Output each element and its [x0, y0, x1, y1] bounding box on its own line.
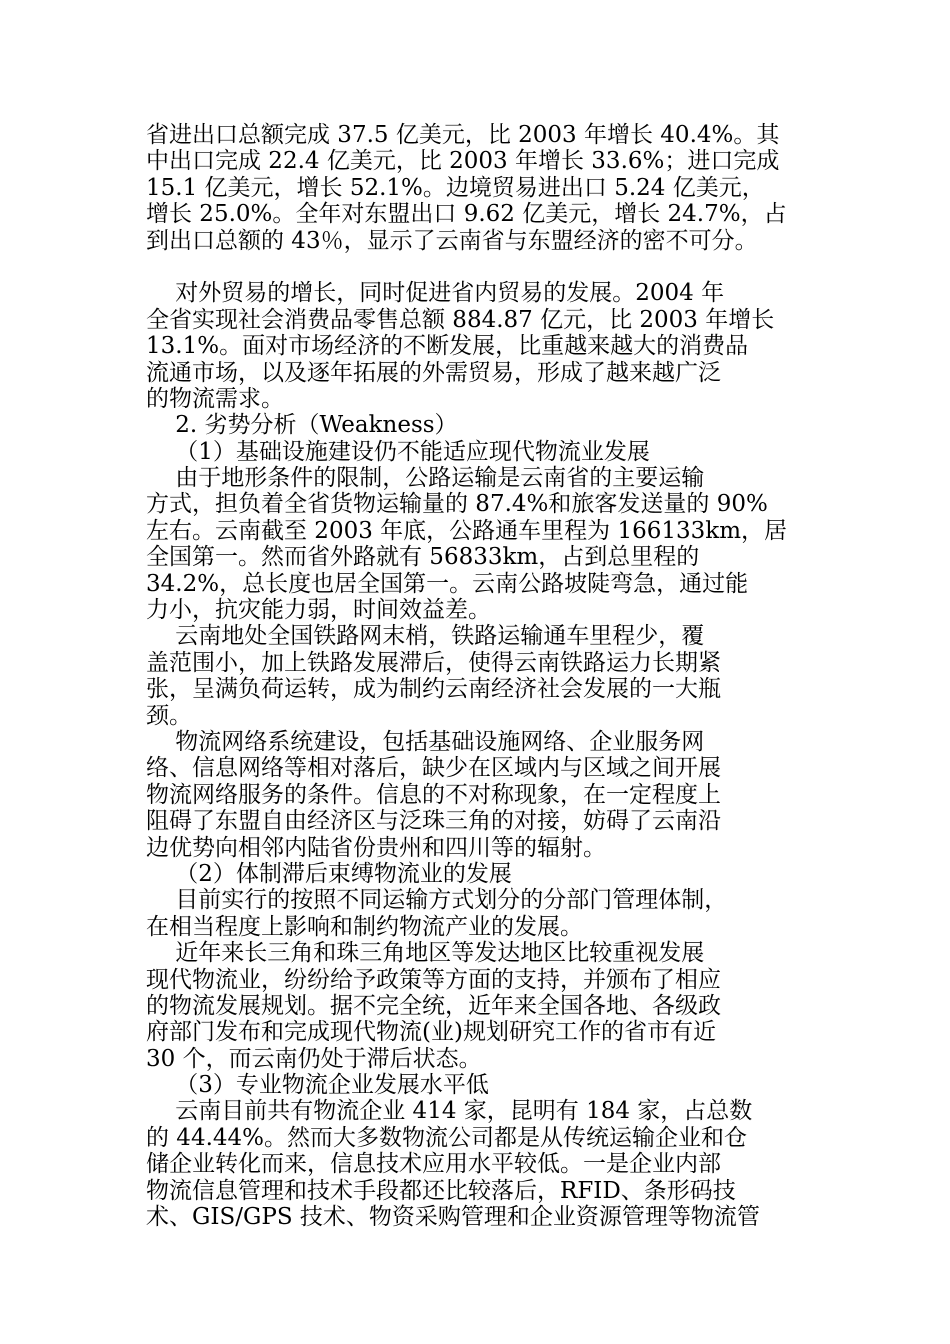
text-line: 增长 25.0%。全年对东盟出口 9.62 亿美元，增长 24.7%，占: [146, 201, 787, 228]
text-line: 近年来长三角和珠三角地区等发达地区比较重视发展: [146, 940, 705, 967]
text-line: 络、信息网络等相对落后，缺少在区域内与区域之间开展: [146, 755, 721, 782]
text-line: （1）基础设施建设仍不能适应现代物流业发展: [146, 438, 650, 465]
text-line: （2）体制滞后束缚物流业的发展: [146, 860, 512, 887]
text-line: 13.1%。面对市场经济的不断发展，比重越来越大的消费品: [146, 333, 749, 360]
text-line: 物流网络服务的条件。信息的不对称现象，在一定程度上: [146, 781, 721, 808]
text-line: 省进出口总额完成 37.5 亿美元，比 2003 年增长 40.4%。其: [146, 122, 780, 148]
document-body: [146, 122, 810, 1230]
text-line: 到出口总额的 43％，显示了云南省与东盟经济的密不可分。: [146, 227, 758, 254]
text-line: （3）专业物流企业发展水平低: [146, 1072, 489, 1099]
text-line: 目前实行的按照不同运输方式划分的分部门管理体制，: [146, 887, 728, 914]
text-line: 30 个，而云南仍处于滞后状态。: [146, 1045, 482, 1072]
text-line: 力小，抗灾能力弱，时间效益差。: [146, 597, 491, 624]
text-line: 流通市场，以及逐年拓展的外需贸易，形成了越来越广泛: [146, 359, 721, 386]
text-line: 方式，担负着全省货物运输量的 87.4%和旅客发送量的 90%: [146, 491, 768, 518]
paragraph-gap: [146, 254, 810, 280]
text-line: 储企业转化而来，信息技术应用水平较低。一是企业内部: [146, 1151, 721, 1178]
text-line: 边优势向相邻内陆省份贵州和四川等的辐射。: [146, 834, 606, 861]
text-line: 中出口完成 22.4 亿美元，比 2003 年增长 33.6%；进口完成: [146, 148, 780, 175]
text-line: 阻碍了东盟自由经济区与泛珠三角的对接，妨碍了云南沿: [146, 808, 721, 835]
text-line: 对外贸易的增长，同时促进省内贸易的发展。2004 年: [146, 280, 725, 307]
text-line: 2. 劣势分析（Weakness）: [146, 412, 458, 439]
text-line: 术、GIS/GPS 技术、物资采购管理和企业资源管理等物流管: [146, 1204, 760, 1231]
text-line: 由于地形条件的限制，公路运输是云南省的主要运输: [146, 465, 705, 492]
text-line: 15.1 亿美元，增长 52.1%。边境贸易进出口 5.24 亿美元，: [146, 174, 765, 201]
text-line: 现代物流业，纷纷给予政策等方面的支持，并颁布了相应: [146, 966, 721, 993]
text-line: 全省实现社会消费品零售总额 884.87 亿元，比 2003 年增长: [146, 306, 775, 333]
text-line: 在相当程度上影响和制约物流产业的发展。: [146, 913, 583, 940]
text-line: 物流网络系统建设，包括基础设施网络、企业服务网: [146, 728, 705, 755]
text-line: 的 44.44%。然而大多数物流公司都是从传统运输企业和仓: [146, 1124, 748, 1151]
text-line: 云南地处全国铁路网末梢，铁路运输通车里程少，覆: [146, 623, 705, 650]
text-line: 物流信息管理和技术手段都还比较落后，RFID、条形码技: [146, 1177, 736, 1204]
text-line: 34.2%，总长度也居全国第一。云南公路坡陡弯急，通过能: [146, 570, 749, 597]
text-line: 府部门发布和完成现代物流(业)规划研究工作的省市有近: [146, 1019, 716, 1046]
text-line: 盖范围小，加上铁路发展滞后，使得云南铁路运力长期紧: [146, 649, 721, 676]
text-line: 的物流需求。: [146, 385, 284, 412]
text-line: 左右。云南截至 2003 年底，公路通车里程为 166133km，居: [146, 517, 788, 544]
text-line: 云南目前共有物流企业 414 家，昆明有 184 家，占总数: [146, 1098, 753, 1125]
text-line: 颈。: [146, 702, 192, 729]
text-line: 全国第一。然而省外路就有 56833km，占到总里程的: [146, 544, 700, 571]
text-line: 的物流发展规划。据不完全统，近年来全国各地、各级政: [146, 992, 721, 1019]
text-line: 张，呈满负荷运转，成为制约云南经济社会发展的一大瓶: [146, 676, 721, 703]
